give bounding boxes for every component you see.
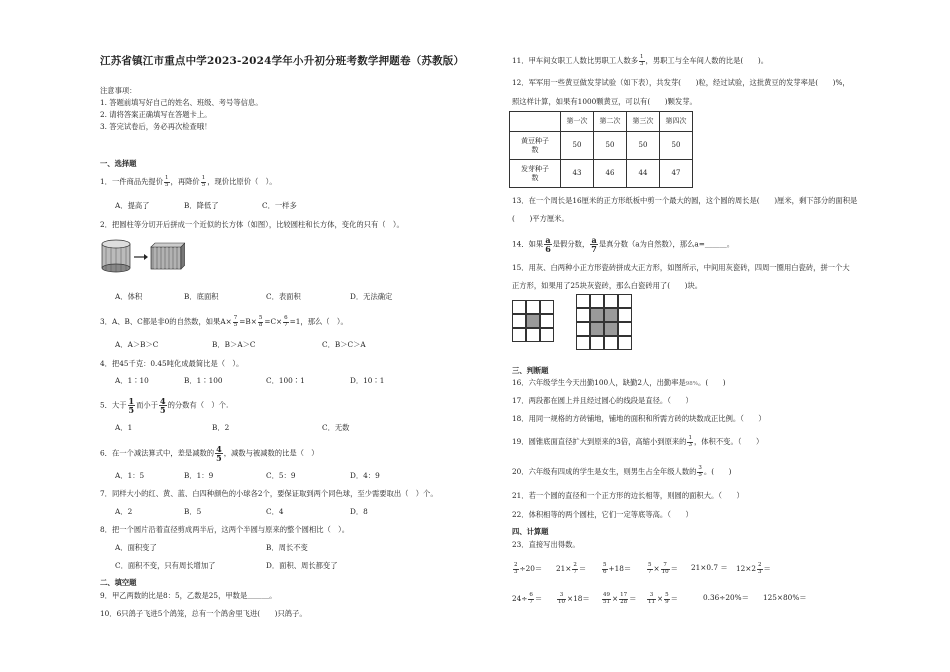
question-9: 9．甲乙两数的比是8：5，乙数是25，甲数是＿＿＿。	[100, 591, 277, 600]
question-23: 23．直接写出得数。	[512, 540, 580, 549]
question-10: 10．6只鸽子飞进5个鸽笼，总有一个鸽舍里飞进( )只鸽子。	[100, 609, 307, 618]
question-20: 20．六年级有四成的学生是女生，则男生占全年级人数的 $\frac{3}{5}$ 。( )	[512, 465, 732, 478]
notice-heading: 注意事项：	[100, 86, 137, 95]
fraction: $\frac{3}{11}$	[648, 592, 655, 605]
fraction: $\frac{7}{10}$	[661, 562, 669, 575]
table-row-label: 发芽种子 数	[510, 160, 561, 188]
fraction: $\frac{1}{5}$	[128, 396, 135, 415]
table-cell: 50	[660, 132, 693, 160]
calc-item: $\frac{2}{3}$ ÷20＝	[514, 562, 543, 575]
table-cell: 44	[627, 160, 660, 188]
option: B．1：9	[184, 471, 214, 480]
option: B．5	[184, 507, 202, 516]
option: A．1∶10	[115, 376, 149, 385]
option: D．4：9	[350, 471, 380, 480]
notice-item: 1. 答题前填写好自己的姓名、班级、考号等信息。	[100, 98, 263, 107]
fraction: $\frac{1}{5}$	[201, 175, 206, 188]
option: C．表面积	[266, 292, 301, 301]
calc-item: 12×2 $\frac{2}{3}$ ＝	[736, 562, 771, 575]
calc-item: $\frac{5}{7}$ × $\frac{7}{10}$ ＝	[648, 562, 678, 575]
fraction: $\frac{a}{6}$	[545, 235, 551, 254]
exam-title: 江苏省镇江市重点中学2023-2024学年小升初分班考数学押题卷（苏教版）	[100, 55, 465, 67]
option: C．一样多	[262, 201, 297, 210]
question-12-continued: 照这样计算，如果有1000颗黄豆，可以有( )颗发芽。	[512, 97, 697, 106]
option: D．无法确定	[350, 292, 393, 301]
option: B．底面积	[184, 292, 219, 301]
question-21: 21．若一个圆的直径和一个正方形的边长相等，则圆的面积大。（ ）	[512, 491, 744, 500]
option: B．周长不变	[266, 543, 308, 552]
calc-item: 24÷ $\frac{6}{7}$ ＝	[512, 592, 543, 605]
option: C．面积不变，只有周长增加了	[115, 561, 216, 570]
option: D．10∶1	[350, 376, 385, 385]
fraction: $\frac{6}{7}$	[529, 592, 533, 605]
option: C．B＞C＞A	[322, 340, 366, 349]
option: A．面积变了	[115, 543, 157, 552]
notice-item: 3. 答完试卷后，务必再次检查哦！	[100, 122, 212, 131]
option: A．1：5	[115, 471, 145, 480]
tile-figure-4x4	[576, 294, 632, 350]
fraction: $\frac{2}{3}$	[758, 562, 762, 575]
fraction: $\frac{1}{3}$	[688, 435, 692, 448]
question-22: 22．体积相等的两个圆柱，它们一定等底等高。（ ）	[512, 510, 693, 519]
section-heading: 二、填空题	[100, 578, 137, 587]
question-11: 11．甲车间女职工人数比男职工人数多 $\frac{1}{3}$ ，男职工与全车间人数的比是( )。	[512, 54, 768, 67]
option: A．1	[115, 423, 133, 432]
option: A．体积	[115, 292, 143, 301]
option: C．100∶1	[266, 376, 305, 385]
question-16: 16．六年级学生今天出勤100人，缺勤2人，出勤率是98%。( )	[512, 378, 726, 387]
question-17: 17．两段都在圆上并且经过圆心的线段是直径。（ ）	[512, 396, 693, 405]
question-4: 4．把45千克：0.45吨化成最简比是（ ）。	[100, 359, 244, 368]
question-15-continued: 正方形，如果用了25块灰瓷砖，那么白瓷砖用了( )块。	[512, 281, 703, 290]
calc-item: $\frac{3}{11}$ × $\frac{5}{9}$ ＝	[648, 592, 678, 605]
option: B．B＞A＞C	[212, 340, 256, 349]
fraction: $\frac{4}{5}$	[216, 444, 222, 463]
calc-item: $\frac{49}{51}$ × $\frac{17}{28}$ ＝	[603, 592, 637, 605]
fraction: $\frac{4}{5}$	[160, 396, 166, 415]
option: B．降低了	[184, 201, 219, 210]
fraction: $\frac{1}{5}$	[165, 175, 169, 188]
table-row	[510, 132, 693, 160]
table-header-cell: 第四次	[660, 112, 693, 132]
table-row	[510, 160, 693, 188]
option: A．A＞B＞C	[115, 340, 159, 349]
fraction: $\frac{5}{9}$	[665, 592, 669, 605]
option: C．5：9	[266, 471, 296, 480]
cylinder-shape	[102, 240, 130, 272]
fraction: $\frac{2}{7}$	[573, 562, 577, 575]
table-header-cell	[510, 112, 561, 132]
table-header-cell: 第三次	[627, 112, 660, 132]
fraction: $\frac{2}{3}$	[514, 562, 518, 575]
question-19: 19．圆锥底面直径扩大到原来的3倍，高缩小到原来的 $\frac{1}{3}$ ，体积不变。（ ）	[512, 435, 764, 448]
question-1: 1．一件商品先提价 $\frac{1}{5}$ ，再降价 $\frac{1}{5}$ ，现价比原价（ ）。	[100, 175, 277, 188]
table-cell: 46	[594, 160, 627, 188]
calc-item: $\frac{5}{6}$ +18＝	[603, 562, 632, 575]
fraction: $\frac{17}{28}$	[620, 592, 628, 605]
question-2: 2．把圆柱等分切开后拼成一个近似的长方体（如图），比较圆柱和长方体，变化的只有（ ）。	[100, 220, 404, 229]
calc-item: 21× $\frac{2}{7}$ ＝	[556, 562, 587, 575]
table-row-label: 黄豆种子 数	[510, 132, 561, 160]
question-13: 13．在一个周长是16厘米的正方形纸板中剪一个最大的圆，这个圆的周长是( )厘米，剩下部分的面积是	[512, 196, 858, 205]
fraction: $\frac{5}{8}$	[258, 315, 263, 328]
option: C．无数	[322, 423, 350, 432]
table-cell: 47	[660, 160, 693, 188]
question-13-continued: ( )平方厘米。	[512, 214, 569, 223]
section-heading: 一、选择题	[100, 159, 137, 168]
question-18: 18．用同一规格的方砖铺地，铺地的面积和所需方砖的块数成正比例。（ ）	[512, 414, 766, 423]
calc-item: 125×80%＝	[763, 593, 807, 602]
notice-item: 2. 请将答案正确填写在答题卡上。	[100, 110, 212, 119]
arrow-icon	[134, 254, 148, 260]
section-heading: 三、判断题	[512, 366, 549, 375]
fraction: $\frac{49}{51}$	[603, 592, 610, 605]
table-cell: 50	[561, 132, 594, 160]
calc-item: 21×0.7 ＝	[691, 563, 728, 572]
question-8: 8．把一个圆片沿着直径剪成两半后，这两个半圆与原来的整个圆相比（ ）。	[100, 525, 350, 534]
question-12: 12．军军用一些黄豆做发芽试验（如下表），共发芽( )粒，经过试验，这批黄豆的发芽率是( )%，	[512, 78, 850, 87]
table-cell: 43	[561, 160, 594, 188]
germination-table	[509, 111, 693, 188]
calc-item: 0.36÷20%＝	[703, 593, 749, 602]
question-15: 15．用灰、白两种小正方形瓷砖拼成大正方形，如图所示，中间用灰瓷砖，四周一圈用白瓷砖，拼一个大	[512, 263, 850, 272]
question-14: 14．如果 $\frac{a}{6}$ 是假分数， $\frac{a}{7}$ 是真分数（a为自然数），那么a=＿＿＿。	[512, 235, 735, 254]
question-5: 5．大于 $\frac{1}{5}$ 而小于 $\frac{4}{5}$ 的分数有（ ）个.	[100, 396, 229, 415]
fraction: $\frac{6}{7}$	[284, 315, 288, 328]
question-7: 7．同样大小的红、黄、蓝、白四种颜色的小球各2个，要保证取到两个同色球，至少需要取出（ ）个。	[100, 489, 438, 498]
option: B．1∶100	[184, 376, 223, 385]
table-cell: 50	[627, 132, 660, 160]
fraction: $\frac{3}{10}$	[558, 592, 565, 605]
question-3: 3．A、B、C都是非0的自然数，如果A× $\frac{7}{5}$ =B× $\frac{5}{8}$ =C× $\frac{6}{7}$ =1，那么（ ）。	[100, 315, 348, 328]
option: A．提高了	[115, 201, 150, 210]
calc-item: $\frac{3}{10}$ ×18＝	[558, 592, 590, 605]
fraction: $\frac{a}{7}$	[591, 235, 597, 254]
question-6: 6．在一个减法算式中，差是减数的 $\frac{4}{5}$ ，减数与被减数的比是（ ）	[100, 444, 319, 463]
fraction: $\frac{5}{6}$	[603, 562, 607, 575]
table-cell: 50	[594, 132, 627, 160]
section-heading: 四、计算题	[512, 527, 549, 536]
fraction: $\frac{3}{5}$	[698, 465, 702, 478]
option: A．2	[115, 507, 133, 516]
table-header-cell: 第二次	[594, 112, 627, 132]
option: B．2	[212, 423, 230, 432]
cuboid-shape	[151, 243, 185, 269]
option: C．4	[266, 507, 284, 516]
fraction: $\frac{1}{3}$	[640, 54, 644, 67]
option: D．面积、周长都变了	[266, 561, 338, 570]
tile-figure-3x3	[512, 300, 554, 342]
cylinder-to-cuboid-figure	[100, 238, 185, 274]
fraction: $\frac{7}{5}$	[233, 315, 238, 328]
table-header-cell: 第一次	[561, 112, 594, 132]
fraction: $\frac{5}{7}$	[648, 562, 652, 575]
option: D．8	[350, 507, 368, 516]
